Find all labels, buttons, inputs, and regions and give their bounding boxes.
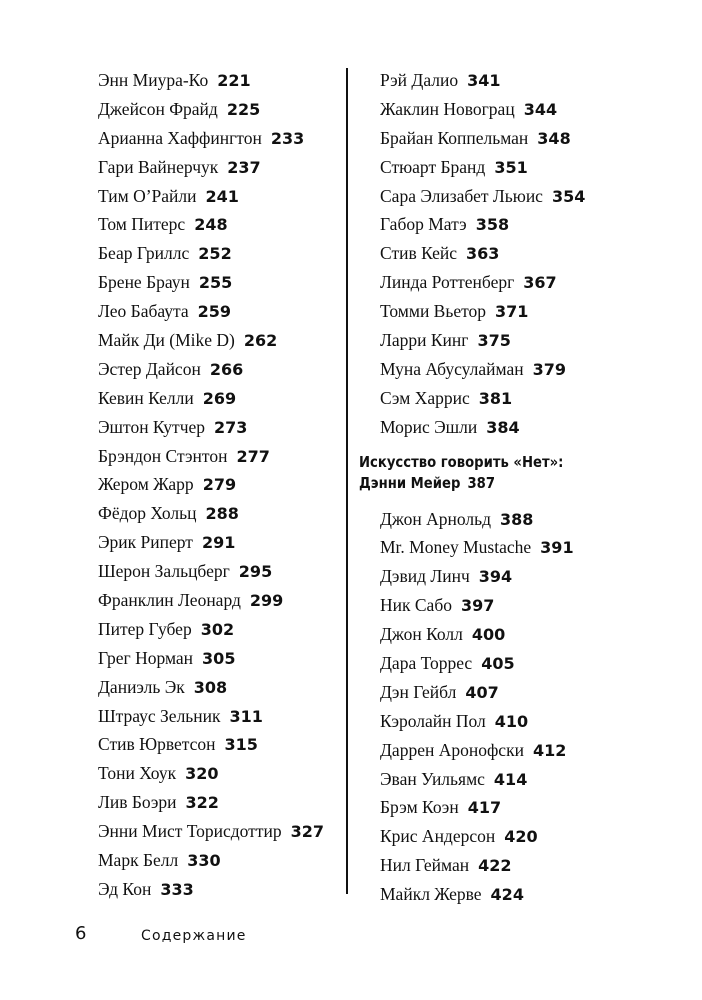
toc-entry-name: Стив Кейс bbox=[380, 243, 457, 264]
toc-entry-page: 410 bbox=[494, 711, 529, 731]
toc-entry bbox=[380, 326, 680, 355]
toc-entry bbox=[380, 505, 680, 534]
toc-entry-name: Фёдор Хольц bbox=[98, 503, 197, 524]
toc-entry-page: 330 bbox=[187, 851, 221, 871]
toc-entry bbox=[98, 644, 338, 673]
toc-entry-page: 351 bbox=[494, 157, 528, 177]
toc-entry-page: 327 bbox=[290, 822, 324, 842]
toc-entry-page: 391 bbox=[540, 538, 574, 558]
toc-entry bbox=[98, 153, 338, 182]
toc-entry-name: Тим О’Райли bbox=[98, 185, 197, 206]
toc-entry-name: Стюарт Бранд bbox=[380, 156, 486, 177]
toc-entry-name: Томми Вьетор bbox=[380, 301, 487, 322]
toc-entry-name: Ник Сабо bbox=[380, 595, 452, 616]
toc-entry-page: 305 bbox=[202, 648, 236, 668]
toc-entry-name: Ларри Кинг bbox=[380, 330, 469, 351]
toc-entry-name: Джон Арнольд bbox=[380, 508, 491, 529]
toc-right-list-top bbox=[380, 66, 680, 442]
toc-entry-name: Брэндон Стэнтон bbox=[98, 445, 228, 466]
toc-entry-page: 308 bbox=[193, 677, 228, 697]
toc-entry-page: 255 bbox=[198, 273, 233, 293]
toc-entry-page: 295 bbox=[238, 562, 273, 582]
toc-entry-page: 348 bbox=[537, 128, 571, 148]
toc-entry-page: 273 bbox=[214, 417, 248, 437]
toc-entry-name: Брене Браун bbox=[98, 272, 190, 293]
toc-entry-name: Габор Матэ bbox=[380, 214, 467, 235]
section-heading-line1: Искусство говорить «Нет»: bbox=[359, 452, 564, 471]
toc-entry-name: Сэм Харрис bbox=[380, 387, 470, 408]
toc-entry-page: 400 bbox=[471, 625, 506, 645]
toc-entry-name: Жером Жарр bbox=[98, 474, 194, 495]
toc-entry bbox=[380, 880, 680, 909]
toc-entry bbox=[380, 384, 680, 413]
section-heading-name: Дэнни Мейер bbox=[359, 473, 461, 492]
toc-entry-page: 315 bbox=[224, 735, 258, 755]
toc-entry-name: Стив Юрветсон bbox=[98, 734, 216, 755]
toc-entry-name: Штраус Зельник bbox=[98, 705, 221, 726]
toc-entry-name: Франклин Леонард bbox=[98, 590, 241, 611]
toc-entry bbox=[98, 615, 338, 644]
toc-entry bbox=[380, 736, 680, 765]
toc-entry bbox=[98, 413, 338, 442]
toc-entry-page: 414 bbox=[493, 769, 528, 789]
toc-entry-name: Даррен Аронофски bbox=[380, 739, 524, 760]
toc-entry bbox=[380, 124, 680, 153]
toc-entry-page: 388 bbox=[499, 509, 534, 529]
toc-entry bbox=[98, 499, 338, 528]
toc-entry-page: 394 bbox=[478, 567, 513, 587]
toc-entry bbox=[98, 528, 338, 557]
toc-entry-page: 412 bbox=[532, 740, 567, 760]
column-divider bbox=[346, 68, 348, 894]
toc-entry-page: 320 bbox=[185, 764, 219, 784]
toc-entry-page: 367 bbox=[523, 273, 557, 293]
toc-entry-page: 407 bbox=[465, 682, 499, 702]
toc-entry-name: Эд Кон bbox=[98, 878, 152, 899]
toc-entry-page: 262 bbox=[243, 331, 278, 351]
toc-entry-name: Брайан Коппельман bbox=[380, 127, 529, 148]
toc-entry bbox=[380, 620, 680, 649]
toc-entry-name: Даниэль Эк bbox=[98, 676, 185, 697]
toc-entry-name: Брэм Коэн bbox=[380, 797, 459, 818]
toc-entry-name: Грег Норман bbox=[98, 647, 194, 668]
toc-entry-name: Лео Бабаута bbox=[98, 301, 189, 322]
toc-entry bbox=[98, 673, 338, 702]
toc-entry bbox=[98, 268, 338, 297]
toc-entry bbox=[98, 586, 338, 615]
toc-entry bbox=[98, 702, 338, 731]
toc-entry-name: Нил Гейман bbox=[380, 855, 470, 876]
toc-entry-name: Майкл Жерве bbox=[380, 884, 482, 905]
toc-entry-page: 354 bbox=[551, 186, 586, 206]
toc-entry bbox=[98, 182, 338, 211]
toc-entry-page: 302 bbox=[200, 619, 235, 639]
toc-entry-name: Муна Абусулайман bbox=[380, 358, 524, 379]
toc-entry bbox=[98, 557, 338, 586]
toc-entry-page: 299 bbox=[249, 591, 284, 611]
toc-entry-page: 259 bbox=[197, 302, 232, 322]
toc-entry bbox=[98, 210, 338, 239]
toc-entry bbox=[98, 326, 338, 355]
toc-entry bbox=[380, 793, 680, 822]
toc-entry-name: Джейсон Фрайд bbox=[98, 98, 218, 119]
toc-left-column bbox=[98, 66, 338, 904]
toc-entry-page: 311 bbox=[229, 706, 263, 726]
toc-entry bbox=[380, 210, 680, 239]
toc-entry bbox=[98, 355, 338, 384]
toc-entry-page: 422 bbox=[478, 856, 512, 876]
toc-entry-page: 288 bbox=[205, 504, 239, 524]
toc-entry-page: 375 bbox=[477, 331, 511, 351]
section-page-number: 387 bbox=[467, 473, 496, 492]
toc-entry-page: 221 bbox=[217, 71, 251, 90]
toc-entry-name: Эрик Риперт bbox=[98, 532, 193, 553]
toc-entry-name: Дэвид Линч bbox=[380, 566, 470, 587]
toc-entry bbox=[380, 413, 680, 442]
toc-entry-page: 397 bbox=[460, 596, 495, 616]
toc-entry-page: 237 bbox=[227, 157, 261, 177]
toc-entry bbox=[380, 268, 680, 297]
toc-entry-name: Арианна Хаффингтон bbox=[98, 127, 262, 148]
toc-entry bbox=[380, 533, 680, 562]
folio-page-number: 6 bbox=[75, 923, 87, 944]
toc-entry bbox=[380, 297, 680, 326]
toc-entry bbox=[380, 591, 680, 620]
toc-entry-page: 225 bbox=[226, 99, 261, 119]
toc-entry-name: Крис Андерсон bbox=[380, 826, 496, 847]
toc-entry-name: Жаклин Новограц bbox=[380, 98, 515, 119]
toc-entry-page: 252 bbox=[198, 244, 232, 264]
toc-entry-page: 341 bbox=[467, 71, 501, 90]
toc-entry bbox=[380, 765, 680, 794]
toc-entry bbox=[380, 649, 680, 678]
section-heading-line2 bbox=[359, 473, 641, 494]
toc-entry bbox=[380, 153, 680, 182]
toc-entry-name: Тони Хоук bbox=[98, 763, 177, 784]
toc-entry-name: Лив Боэри bbox=[98, 792, 177, 813]
toc-entry bbox=[380, 95, 680, 124]
toc-entry-page: 322 bbox=[185, 793, 219, 813]
toc-entry-page: 266 bbox=[209, 359, 244, 379]
toc-entry bbox=[98, 730, 338, 759]
toc-entry-name: Кэролайн Пол bbox=[380, 710, 486, 731]
toc-entry bbox=[380, 851, 680, 880]
toc-entry-page: 279 bbox=[202, 475, 237, 495]
toc-entry-page: 371 bbox=[495, 302, 529, 322]
toc-entry-name: Эван Уильямс bbox=[380, 768, 485, 789]
toc-entry-name: Гари Вайнерчук bbox=[98, 156, 219, 177]
toc-entry-page: 269 bbox=[202, 388, 237, 408]
toc-entry bbox=[380, 707, 680, 736]
toc-entry-page: 291 bbox=[201, 533, 236, 553]
toc-entry-name: Морис Эшли bbox=[380, 416, 478, 437]
toc-entry-page: 363 bbox=[466, 244, 500, 264]
toc-entry-page: 241 bbox=[205, 186, 239, 206]
toc-entry-page: 277 bbox=[236, 446, 270, 466]
toc-entry bbox=[380, 355, 680, 384]
toc-entry bbox=[98, 124, 338, 153]
toc-entry-page: 417 bbox=[467, 798, 502, 818]
toc-entry bbox=[98, 470, 338, 499]
running-head: Содержание bbox=[141, 928, 247, 944]
toc-entry-name: Том Питерс bbox=[98, 214, 186, 235]
toc-entry-name: Питер Губер bbox=[98, 618, 192, 639]
toc-entry-page: 233 bbox=[270, 128, 305, 148]
toc-entry-page: 405 bbox=[481, 654, 515, 674]
toc-entry bbox=[98, 384, 338, 413]
toc-entry bbox=[98, 875, 338, 904]
toc-entry bbox=[98, 788, 338, 817]
toc-entry bbox=[98, 95, 338, 124]
toc-entry bbox=[380, 562, 680, 591]
toc-entry bbox=[98, 817, 338, 846]
toc-entry-page: 381 bbox=[478, 388, 513, 408]
toc-entry bbox=[380, 239, 680, 268]
toc-entry-name: Эстер Дайсон bbox=[98, 358, 201, 379]
toc-entry-name: Сара Элизабет Льюис bbox=[380, 185, 543, 206]
toc-entry-name: Марк Белл bbox=[98, 850, 179, 871]
toc-entry-name: Дара Торрес bbox=[380, 653, 473, 674]
toc-entry-name: Энни Мист Торисдоттир bbox=[98, 821, 282, 842]
section-heading bbox=[359, 452, 641, 494]
toc-entry-name: Майк Ди (Mike D) bbox=[98, 330, 235, 351]
toc-entry bbox=[380, 678, 680, 707]
toc-entry bbox=[380, 66, 680, 95]
toc-entry-page: 358 bbox=[475, 215, 510, 235]
toc-right-list-bottom bbox=[380, 505, 680, 909]
toc-entry bbox=[98, 846, 338, 875]
toc-entry bbox=[98, 239, 338, 268]
toc-entry-page: 333 bbox=[160, 879, 194, 899]
toc-entry-page: 344 bbox=[523, 99, 558, 119]
toc-entry-name: Линда Роттенберг bbox=[380, 272, 515, 293]
toc-entry-name: Дэн Гейбл bbox=[380, 681, 457, 702]
toc-entry bbox=[380, 182, 680, 211]
toc-right-column bbox=[359, 66, 680, 909]
toc-entry-name: Шерон Зальцберг bbox=[98, 561, 230, 582]
toc-entry bbox=[98, 442, 338, 471]
toc-entry bbox=[380, 822, 680, 851]
toc-entry-name: Джон Колл bbox=[380, 624, 463, 645]
toc-entry bbox=[98, 759, 338, 788]
toc-entry-page: 420 bbox=[504, 827, 538, 847]
toc-entry-name: Беар Гриллс bbox=[98, 243, 190, 264]
toc-entry-page: 248 bbox=[194, 215, 228, 235]
toc-entry-name: Кевин Келли bbox=[98, 387, 194, 408]
toc-entry-name: Рэй Далио bbox=[380, 70, 459, 90]
toc-entry-name: Mr. Money Mustache bbox=[380, 537, 532, 558]
toc-entry bbox=[98, 297, 338, 326]
toc-entry-page: 424 bbox=[490, 885, 524, 905]
toc-entry-name: Энн Миура-Ко bbox=[98, 70, 209, 90]
toc-entry-page: 384 bbox=[486, 417, 520, 437]
toc-entry-name: Эштон Кутчер bbox=[98, 416, 206, 437]
toc-entry bbox=[98, 66, 338, 95]
toc-entry-page: 379 bbox=[532, 359, 566, 379]
